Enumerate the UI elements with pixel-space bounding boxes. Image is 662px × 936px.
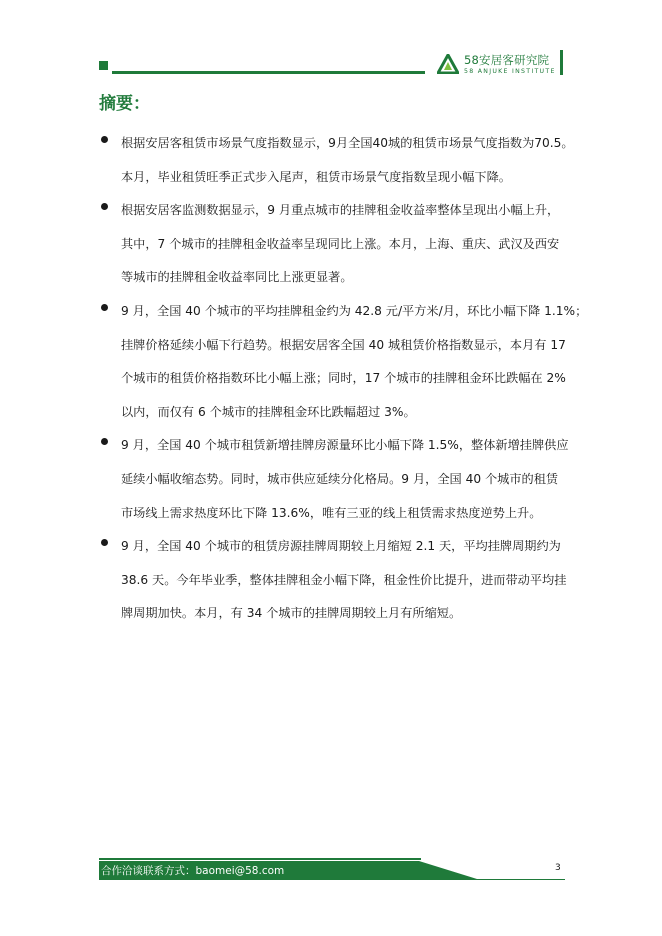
bullet-line: 等城市的挂牌租金收益率同比上涨更显著。 — [121, 270, 353, 285]
bullet-item — [99, 295, 588, 429]
header-rule — [112, 71, 425, 74]
bullet-dot-icon — [101, 304, 108, 311]
bullet-item — [99, 429, 569, 530]
bullet-line: 其中，7 个城市的挂牌租金收益率呈现同比上涨。本月，上海、重庆、武汉及西安 — [121, 236, 560, 251]
bullet-line: 市场线上需求热度环比下降 13.6%，唯有三亚的线上租赁需求热度逆势上升。 — [121, 505, 542, 520]
bullet-line: 个城市的租赁价格指数环比小幅上涨；同时，17 个城市的挂牌租金环比跌幅在 2% — [121, 371, 566, 386]
bullet-line: 根据安居客租赁市场景气度指数显示，9月全国40城的租赁市场景气度指数为70.5。 — [121, 136, 574, 150]
logo-mark-icon — [437, 54, 459, 74]
bullet-item — [99, 194, 569, 295]
bullet-line: 9 月，全国 40 个城市的平均挂牌租金约为 42.8 元/平方米/月，环比小幅下降 1.1%； — [121, 303, 588, 318]
bullet-line: 牌周期加快。本月，有 34 个城市的挂牌周期较上月有所缩短。 — [121, 606, 462, 621]
footer-rule — [99, 858, 421, 860]
bullet-item — [99, 127, 574, 194]
logo-vertical-bar — [560, 50, 563, 75]
footer-contact: 合作洽谈联系方式：baomei@58.com — [101, 865, 285, 877]
bullet-line: 本月，毕业租赁旺季正式步入尾声，租赁市场景气度指数呈现小幅下降。 — [121, 169, 511, 184]
bullet-item — [99, 530, 569, 631]
bullet-line: 以内，而仅有 6 个城市的挂牌租金环比跌幅超过 3%。 — [121, 404, 416, 419]
footer-line — [99, 879, 565, 880]
logo-name: 58安居客研究院 — [464, 53, 550, 67]
bullet-line: 9 月，全国 40 个城市租赁新增挂牌房源量环比小幅下降 1.5%，整体新增挂牌供应 — [121, 438, 569, 453]
bullet-line: 根据安居客监测数据显示，9 月重点城市的挂牌租金收益率整体呈现出小幅上升， — [121, 203, 560, 218]
summary-bullet-list — [99, 127, 588, 631]
bullet-dot-icon — [101, 136, 108, 143]
bullet-dot-icon — [101, 438, 108, 445]
summary-heading: 摘要： — [99, 94, 150, 114]
page-number: 3 — [555, 863, 561, 873]
bullet-dot-icon — [101, 539, 108, 546]
bullet-dot-icon — [101, 203, 108, 210]
logo-subtitle: 58 ANJUKE INSTITUTE — [464, 68, 556, 75]
bullet-line: 38.6 天。今年毕业季，整体挂牌租金小幅下降，租金性价比提升，进而带动平均挂 — [121, 572, 567, 587]
logo — [437, 51, 559, 79]
header-square-marker — [99, 61, 108, 70]
bullet-line: 挂牌价格延续小幅下行趋势。根据安居客全国 40 城租赁价格指数显示，本月有 17 — [121, 337, 566, 352]
bullet-line: 延续小幅收缩态势。同时，城市供应延续分化格局。9 月，全国 40 个城市的租赁 — [121, 471, 559, 486]
bullet-line: 9 月，全国 40 个城市的租赁房源挂牌周期较上月缩短 2.1 天，平均挂牌周期约为 — [121, 539, 561, 554]
